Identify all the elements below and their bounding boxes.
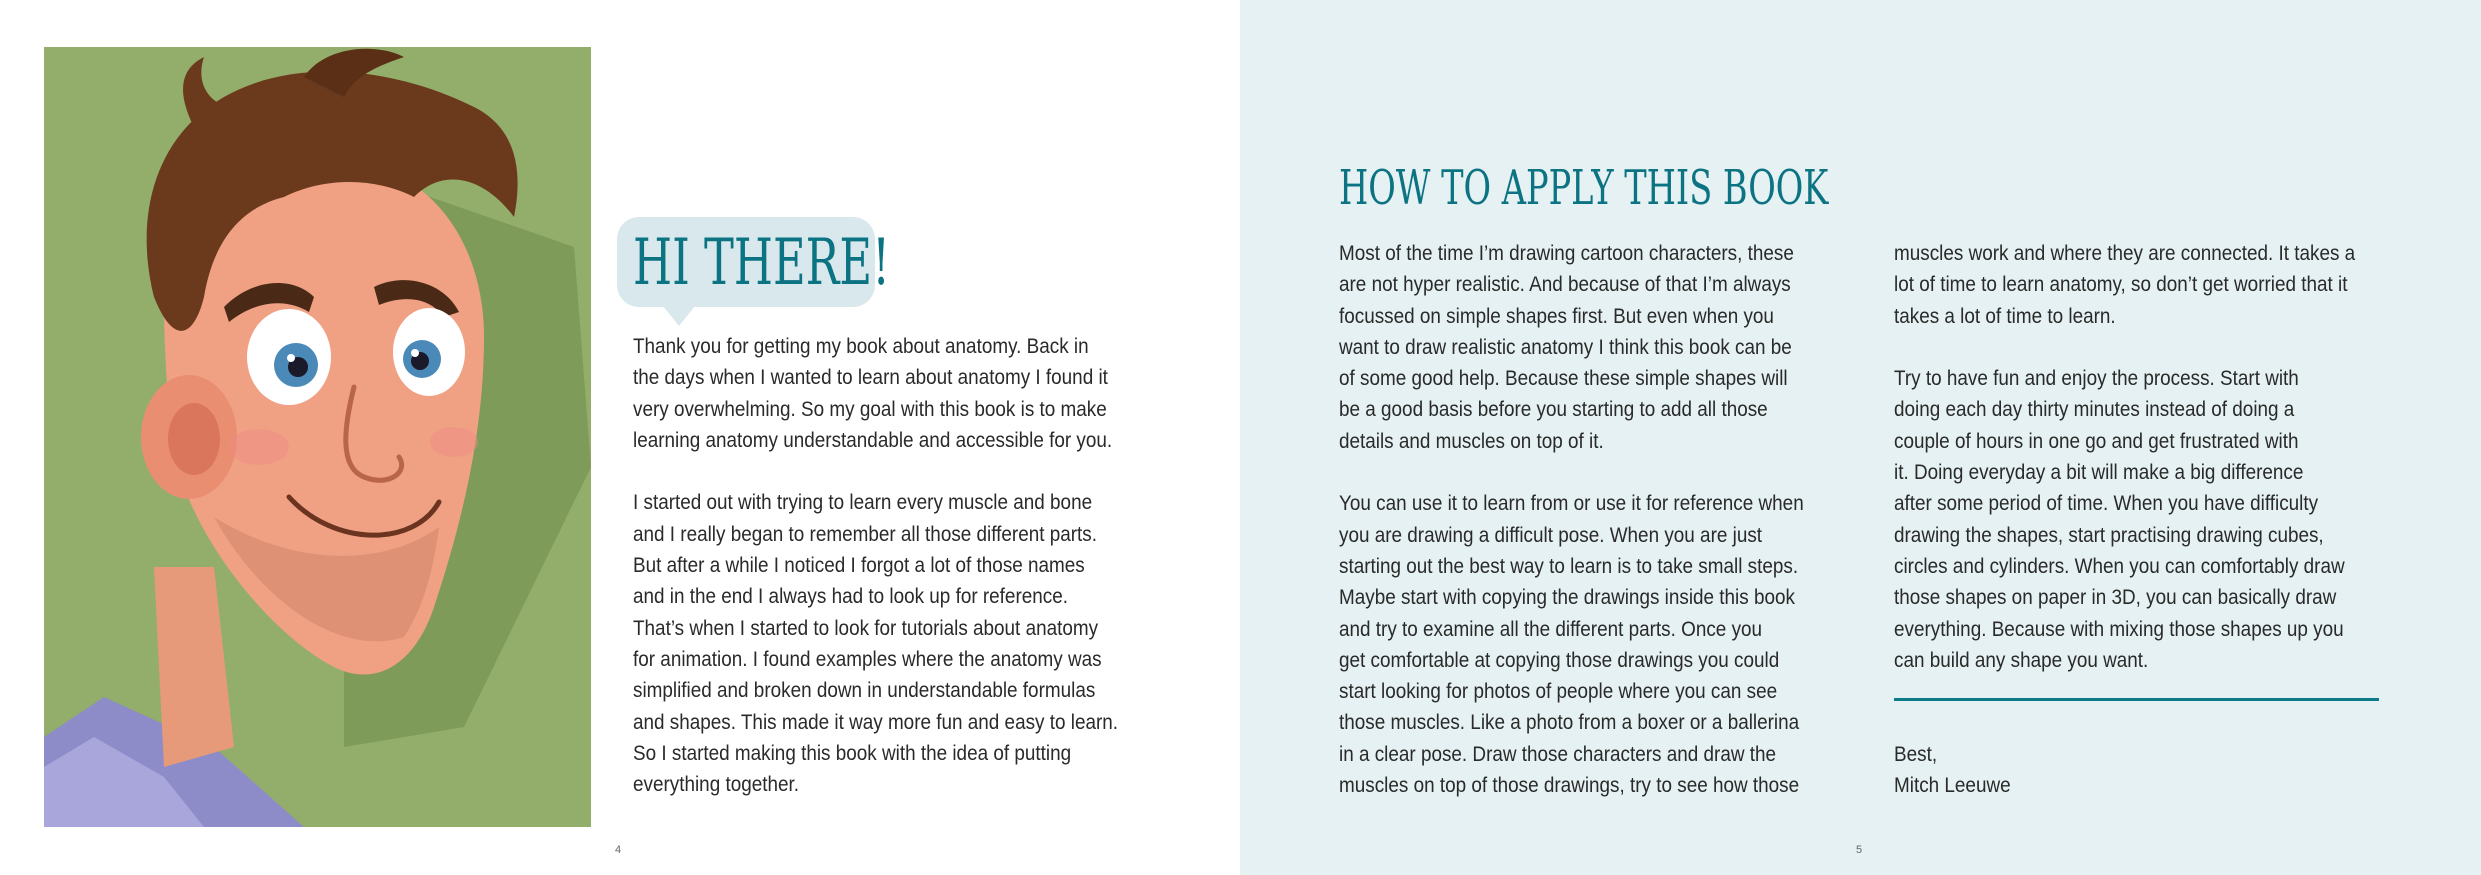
apply-text-column-1 [1339, 238, 1804, 801]
page-number-right: 5 [1856, 844, 1863, 856]
paragraph-gap [1339, 457, 1804, 488]
text-line: muscles on top of those drawings, try to see how those [1339, 774, 1800, 798]
text-line: That’s when I started to look for tutorials about anatomy [633, 616, 1099, 640]
paragraph-gap [1894, 332, 2355, 363]
text-line: I started out with trying to learn every muscle and bone [633, 491, 1093, 515]
text-line: and try to examine all the different parts. Once you [1339, 617, 1763, 641]
text-line: everything together. [633, 773, 800, 797]
text-line: simplified and broken down in understandable formulas [633, 679, 1096, 703]
text-line: and shapes. This made it way more fun and easy to learn. [633, 710, 1119, 734]
text-line: are not hyper realistic. And because of that I’m always [1339, 273, 1791, 297]
signoff-divider [1894, 698, 2379, 701]
text-line: But after a while I noticed I forgot a lot of those names [633, 554, 1085, 578]
apply-text-column-2 [1894, 238, 2355, 801]
right-heading: HOW TO APPLY THIS BOOK [1339, 160, 1829, 216]
text-line: you are drawing a difficult pose. When you are just [1339, 523, 1763, 547]
text-line: learning anatomy understandable and accessible for you. [633, 428, 1113, 452]
paragraph-gap [1894, 707, 2355, 738]
text-line: Maybe start with copying the drawings inside this book [1339, 586, 1795, 610]
text-line: can build any shape you want. [1894, 648, 2149, 672]
text-line: it. Doing everyday a bit will make a big difference [1894, 461, 2304, 485]
text-line: Try to have fun and enjoy the process. Start with [1894, 367, 2299, 391]
text-line: doing each day thirty minutes instead of doing a [1894, 398, 2295, 422]
text-line: after some period of time. When you have difficulty [1894, 492, 2319, 516]
text-line: couple of hours in one go and get frustrated with [1894, 429, 2299, 453]
left-heading: HI THERE! [633, 226, 891, 300]
text-line: get comfortable at copying those drawings you could [1339, 648, 1780, 672]
page-number-left: 4 [615, 844, 622, 856]
text-line: You can use it to learn from or use it for reference when [1339, 492, 1804, 516]
text-line: drawing the shapes, start practising drawing cubes, [1894, 523, 2324, 547]
left-page [0, 0, 1240, 875]
text-line: details and muscles on top of it. [1339, 429, 1604, 453]
text-line: Most of the time I’m drawing cartoon characters, these [1339, 242, 1794, 265]
text-line: in a clear pose. Draw those characters and draw the [1339, 742, 1777, 766]
paragraph-gap [1894, 676, 2355, 707]
author-name: Mitch Leeuwe [1894, 774, 2011, 798]
text-line: takes a lot of time to learn. [1894, 304, 2116, 328]
signoff-line: Best, [1894, 742, 1938, 766]
text-line: So I started making this book with the idea of putting [633, 741, 1072, 765]
text-line: want to draw realistic anatomy I think this book can be [1339, 335, 1792, 359]
text-line: focussed on simple shapes first. But even when you [1339, 304, 1774, 328]
character-illustration [44, 47, 591, 827]
text-line: very overwhelming. So my goal with this book is to make [633, 397, 1107, 421]
intro-text [633, 331, 1118, 800]
text-line: starting out the best way to learn is to take small steps. [1339, 554, 1799, 578]
text-line: the days when I wanted to learn about anatomy I found it [633, 366, 1108, 390]
text-line: Thank you for getting my book about anatomy. Back in [633, 335, 1089, 358]
speech-bubble-tail [663, 306, 695, 326]
text-line: start looking for photos of people where you can see [1339, 680, 1778, 704]
text-line: everything. Because with mixing those shapes up you [1894, 617, 2344, 641]
text-line: and I really began to remember all those different parts. [633, 522, 1098, 546]
text-line: circles and cylinders. When you can comfortably draw [1894, 554, 2345, 578]
text-line: lot of time to learn anatomy, so don’t get worried that it [1894, 273, 2348, 297]
text-line: those muscles. Like a photo from a boxer or a ballerina [1339, 711, 1800, 735]
text-line: be a good basis before you starting to add all those [1339, 398, 1768, 422]
text-line: those shapes on paper in 3D, you can basically draw [1894, 586, 2337, 610]
text-line: for animation. I found examples where the anatomy was [633, 647, 1102, 671]
text-line: of some good help. Because these simple shapes will [1339, 367, 1788, 391]
text-line: and in the end I always had to look up for reference. [633, 585, 1068, 609]
paragraph-gap [633, 456, 1118, 487]
text-line: muscles work and where they are connected. It takes a [1894, 242, 2356, 265]
